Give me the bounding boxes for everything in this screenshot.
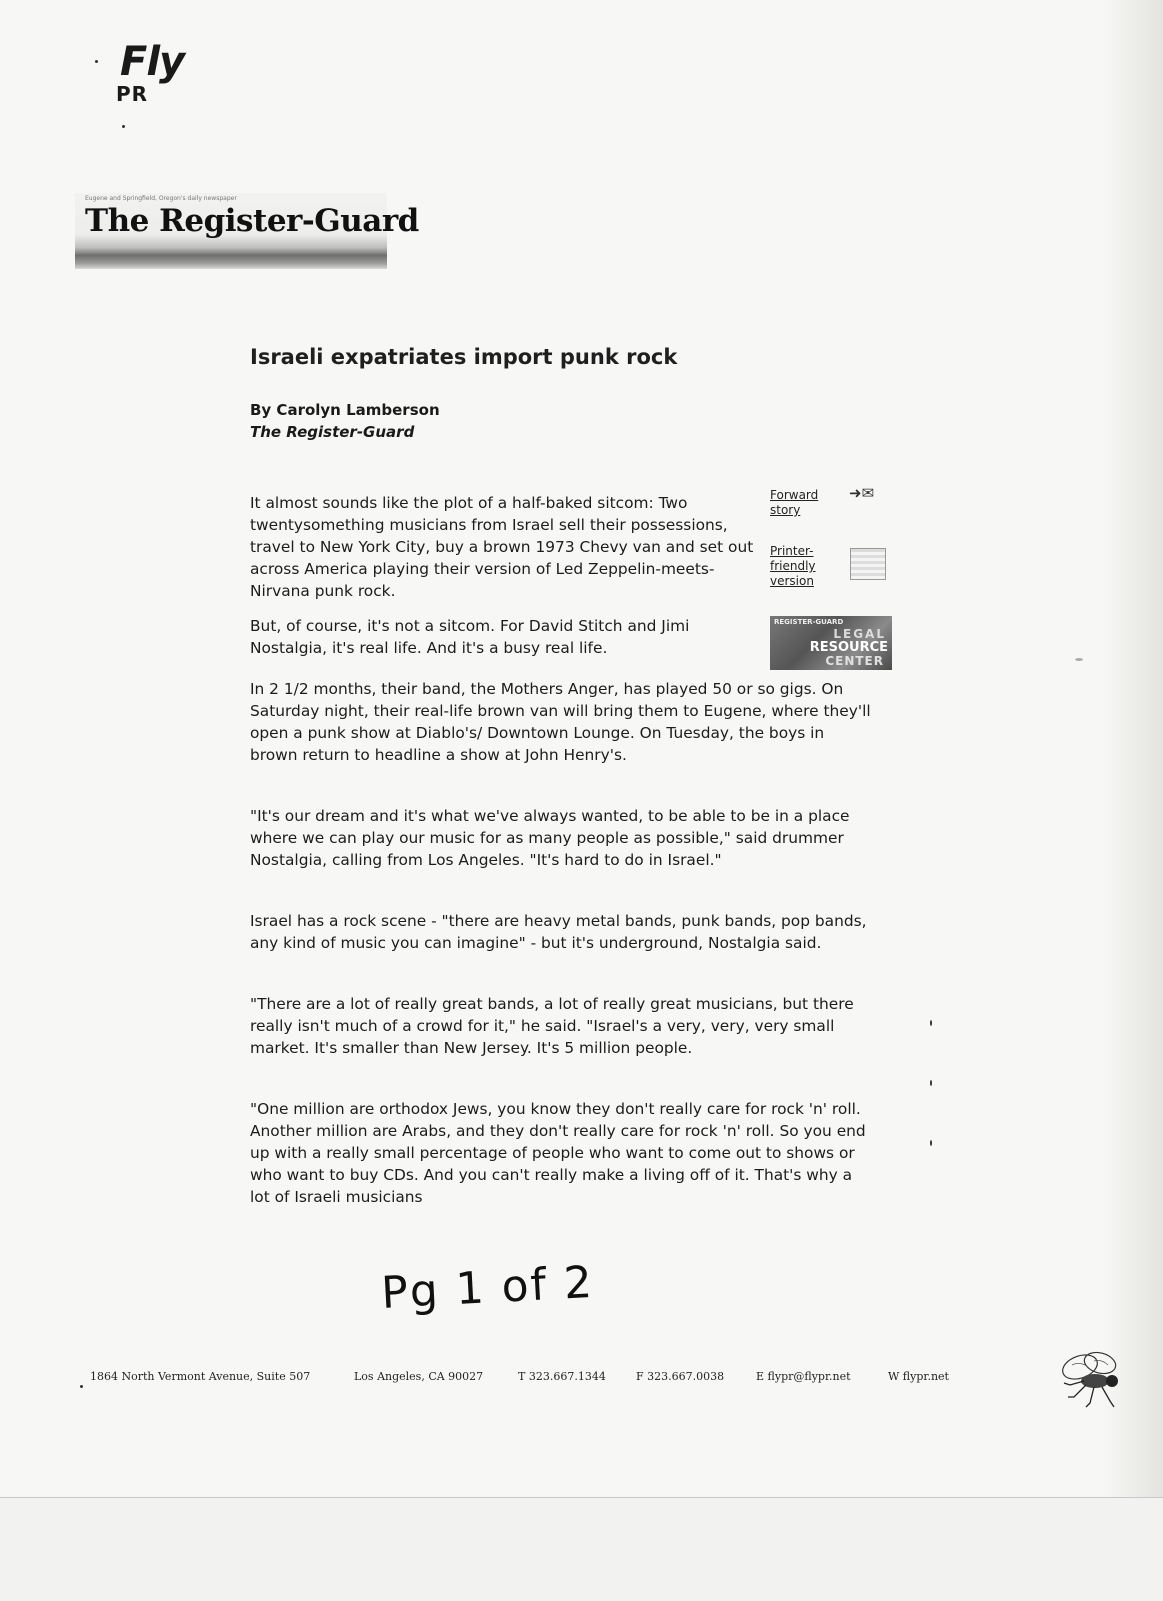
footer-email: E flypr@flypr.net [756, 1370, 851, 1383]
footer-phone: T 323.667.1344 [518, 1370, 606, 1383]
ad-line-resource: RESOURCE [809, 640, 888, 655]
forward-email-icon[interactable]: ➜✉ [849, 484, 875, 502]
byline-publication: The Register-Guard [250, 423, 415, 441]
article-paragraph [250, 1098, 875, 1208]
article-paragraph [250, 910, 875, 954]
article-paragraph [250, 492, 755, 602]
scan-speck [95, 60, 98, 63]
printer-icon[interactable] [850, 548, 886, 580]
legal-resource-center-ad[interactable] [770, 616, 892, 670]
paragraph-text: "It's our dream and it's what we've always wanted, to be able to be in a place where we can play our music for as many people as possible," said drummer Nostalgia, calling from Los Angeles. "It's hard to do in Israel." [250, 807, 850, 869]
ad-line-legal: LEGAL [833, 627, 886, 641]
paragraph-text: It almost sounds like the plot of a half-baked sitcom: Two twentysomething musicians from Israel sell their possessions, travel to New York City, buy a brown 1973 Chevy van and set out across America playing their version of Led Zeppelin-meets-Nirvana punk rock. [250, 494, 754, 600]
article-paragraph [250, 805, 875, 871]
paragraph-text: "There are a lot of really great bands, a lot of really great musicians, but there really isn't much of a crowd for it," he said. "Israel's a very, very, very small market. It's smaller than New Jersey. It's 5 million people. [250, 995, 854, 1057]
scan-speck [80, 1385, 83, 1388]
forward-story-link[interactable]: Forward story [770, 488, 819, 517]
ad-top-text: REGISTER-GUARD [774, 618, 844, 626]
paragraph-text: But, of course, it's not a sitcom. For David Stitch and Jimi Nostalgia, it's real life. And it's a busy real life. [250, 617, 690, 657]
logo-pr-text: PR [116, 82, 149, 106]
newspaper-masthead [75, 193, 419, 269]
logo-fly-text: Fly [120, 39, 185, 85]
masthead-tagline: Eugene and Springfield, Oregon's daily newspaper [85, 195, 237, 202]
masthead-name: The Register-Guard [85, 203, 419, 239]
paragraph-text: Israel has a rock scene - "there are heavy metal bands, punk bands, pop bands, any kind of music you can imagine" - but it's underground, Nostalgia said. [250, 912, 867, 952]
scan-speck [122, 125, 125, 128]
byline-author: By Carolyn Lamberson [250, 401, 440, 419]
printer-friendly-link[interactable]: Printer-friendly version [770, 544, 816, 588]
article-paragraph [250, 615, 755, 659]
footer-address: 1864 North Vermont Avenue, Suite 507 [90, 1370, 311, 1383]
article-paragraph [250, 993, 875, 1059]
footer-fax: F 323.667.0038 [636, 1370, 725, 1383]
flypr-logo [110, 40, 200, 104]
article-headline: Israeli expatriates import punk rock [250, 345, 678, 369]
paragraph-text: "One million are orthodox Jews, you know they don't really care for rock 'n' roll. Another million are Arabs, and they don't really care for rock 'n' roll. So you end up with a really small percentage of people who want to come out to shows or who want to buy CDs. And you can't really make a living off of it. That's why a lot of Israeli musicians [250, 1100, 866, 1206]
scanner-bed-strip [0, 1497, 1163, 1601]
ad-line-center: CENTER [825, 654, 884, 668]
handwritten-page-note: Pg 1 of 2 [380, 1256, 596, 1319]
article-byline [250, 399, 440, 443]
footer-web: W flypr.net [888, 1370, 949, 1383]
scan-speck [930, 1020, 932, 1026]
paragraph-text: In 2 1/2 months, their band, the Mothers Anger, has played 50 or so gigs. On Saturday night, their real-life brown van will bring them to Eugene, where they'll open a punk show at Diablo's/ Downtown Lounge. On Tuesday, the boys in brown return to headline a show at John Henry's. [250, 680, 871, 764]
scan-speck [1075, 658, 1083, 661]
scan-speck [930, 1080, 932, 1086]
footer-city: Los Angeles, CA 90027 [354, 1370, 484, 1383]
article-paragraph [250, 678, 875, 766]
scan-speck [930, 1140, 932, 1146]
fly-illustration-icon [1050, 1345, 1130, 1415]
